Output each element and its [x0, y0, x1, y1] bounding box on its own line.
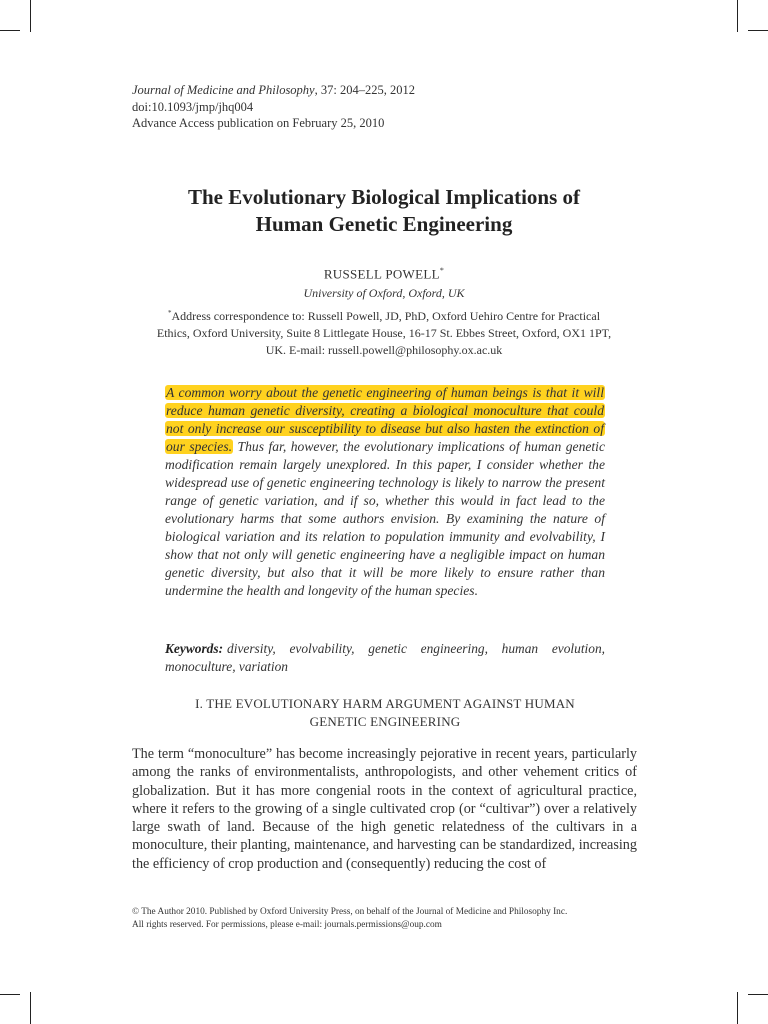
author-name: [0, 266, 768, 282]
author-text: RUSSELL POWELL: [323, 266, 440, 282]
keywords-text: diversity, evolvability, genetic engineering, human evolution, monoculture, variation: [165, 641, 605, 674]
title-line-1: The Evolutionary Biological Implications of: [187, 185, 581, 209]
body-paragraph: The term “monoculture” has become increasingly pejorative in recent years, particularly among the ranks of environmentalists, anthropologists, and other vehement critics of globalization. But it has more congenial roots in the context of agricultural practice, where it refers to the growing of a single cultivated crop (or “cultivar”) over a relatively large swath of land. Because of the high genetic relatedness of the cultivars in a monoculture, their planting, maintenance, and harvesting can be standardized, increasing the efficiency of crop production and (consequently) reducing the cost of: [132, 746, 637, 872]
crop-mark-bottom-right: [737, 992, 738, 1024]
crop-mark-top-left-h: [0, 30, 20, 31]
crop-mark-bottom-left-h: [0, 994, 20, 995]
keywords: [165, 640, 605, 676]
author-footnote-mark: *: [439, 266, 445, 275]
abstract: [165, 384, 605, 600]
section-heading: [132, 695, 638, 731]
journal-name: Journal of Medicine and Philosophy: [132, 83, 315, 97]
journal-doi[interactable]: doi:10.1093/jmp/jhq004: [132, 99, 254, 114]
journal-volume: , 37: 204–225, 2012: [314, 83, 415, 97]
correspondence-address: [136, 305, 632, 359]
crop-mark-top-right-h: [748, 30, 768, 31]
address-footnote-mark: *: [167, 309, 172, 317]
crop-mark-bottom-left: [30, 992, 31, 1024]
crop-mark-top-left: [30, 0, 31, 32]
abstract-text: Thus far, however, the evolutionary implications of human genetic modification remain largely unexplored. In this paper, I consider whether the widespread use of genetic engineering technology is likely to narrow the present range of genetic variation, and if so, whether this would in fact lead to the evolutionary harms that some authors envision. By examining the nature of biological variation and its relation to population immunity and evolvability, I show that not only will genetic engineering have a negligible impact on human genetic diversity, but also that it will be more likely to ensure rather than undermine the health and longevity of the human species.: [165, 439, 605, 598]
keywords-label: Keywords:: [165, 641, 224, 656]
copyright-footer: [132, 906, 652, 932]
section-heading-line-2: GENETIC ENGINEERING: [309, 714, 461, 729]
abstract-highlighted-text[interactable]: A common worry about the genetic engineering of human beings is that it will reduce human genetic diversity, creating a biological monoculture that could not only increase our susceptibility to disease but also hasten the extinction of our species.: [166, 385, 604, 454]
article-title: [0, 184, 768, 238]
permissions-line: All rights reserved. For permissions, please e-mail: journals.permissions@oup.com: [132, 920, 442, 930]
journal-info: [132, 82, 415, 132]
address-line-1: *Address correspondence to: Russell Powell, JD, PhD, Oxford Uehiro Centre for Practical: [167, 309, 601, 323]
crop-mark-top-right: [737, 0, 738, 32]
address-line-3[interactable]: UK. E-mail: russell.powell@philosophy.ox.ac.uk: [265, 343, 503, 357]
crop-mark-bottom-right-h: [748, 994, 768, 995]
section-heading-line-1: I. THE EVOLUTIONARY HARM ARGUMENT AGAINST HUMAN: [195, 696, 575, 711]
copyright-line: © The Author 2010. Published by Oxford University Press, on behalf of the Journal of Medicine and Philosophy Inc.: [132, 907, 568, 917]
advance-access: Advance Access publication on February 25, 2010: [132, 116, 385, 130]
author-affiliation: University of Oxford, Oxford, UK: [303, 286, 465, 300]
title-line-2: Human Genetic Engineering: [255, 212, 513, 236]
journal-citation: [132, 82, 415, 99]
address-line-2: Ethics, Oxford University, Suite 8 Littlegate House, 16-17 St. Ebbes Street, Oxford, OX1 1PT,: [156, 326, 612, 340]
